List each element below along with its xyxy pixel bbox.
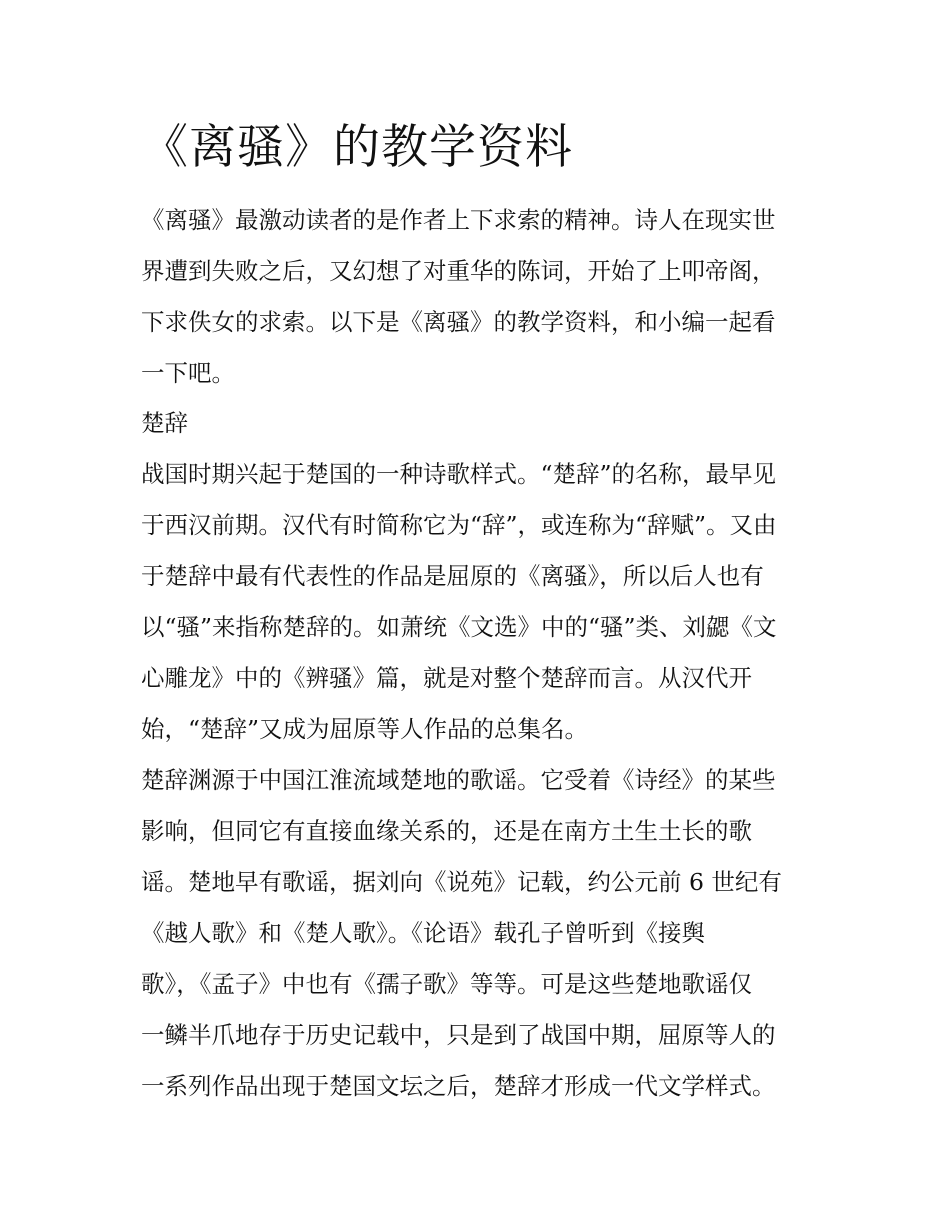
text-line: 一鳞半爪地存于历史记载中，只是到了战国中期，屈原等人的	[141, 1021, 776, 1049]
text-line: 心雕龙》中的《辨骚》篇，就是对整个楚辞而言。从汉代开	[141, 664, 752, 692]
text-line: 楚辞渊源于中国江淮流域楚地的歌谣。它受着《诗经》的某些	[141, 766, 776, 794]
text-line: 以“骚”来指称楚辞的。如萧统《文选》中的“骚”类、刘勰《文	[141, 613, 777, 641]
text-line: 歌》，《孟子》中也有《孺子歌》等等。可是这些楚地歌谣仅	[141, 970, 752, 998]
section-heading: 楚辞	[141, 409, 188, 437]
text-line: 一下吧。	[141, 359, 235, 387]
text-line: 始，“楚辞”又成为屈原等人作品的总集名。	[141, 715, 589, 743]
text-line: 《离骚》最激动读者的是作者上下求索的精神。诗人在现实世	[141, 206, 776, 234]
text-line: 界遭到失败之后，又幻想了对重华的陈词，开始了上叩帝阁，	[141, 257, 776, 285]
text-line: 下求佚女的求索。以下是《离骚》的教学资料，和小编一起看	[141, 308, 776, 336]
document-title: 《离骚》的教学资料	[141, 120, 573, 175]
text-line: 战国时期兴起于楚国的一种诗歌样式。“楚辞”的名称，最早见	[141, 460, 777, 488]
text-line: 《越人歌》和《楚人歌》。《论语》载孔子曾听到《接舆	[141, 919, 705, 947]
text-line: 于楚辞中最有代表性的作品是屈原的《离骚》，所以后人也有	[141, 562, 764, 590]
text-line: 影响，但同它有直接血缘关系的，还是在南方土生土长的歌	[141, 817, 752, 845]
text-line: 谣。楚地早有歌谣，据刘向《说苑》记载，约公元前 6 世纪有	[141, 868, 782, 896]
text-line: 一系列作品出现于楚国文坛之后，楚辞才形成一代文学样式。	[141, 1072, 776, 1100]
text-line: 于西汉前期。汉代有时简称它为“辞”，或连称为“辞赋”。又由	[141, 511, 777, 539]
